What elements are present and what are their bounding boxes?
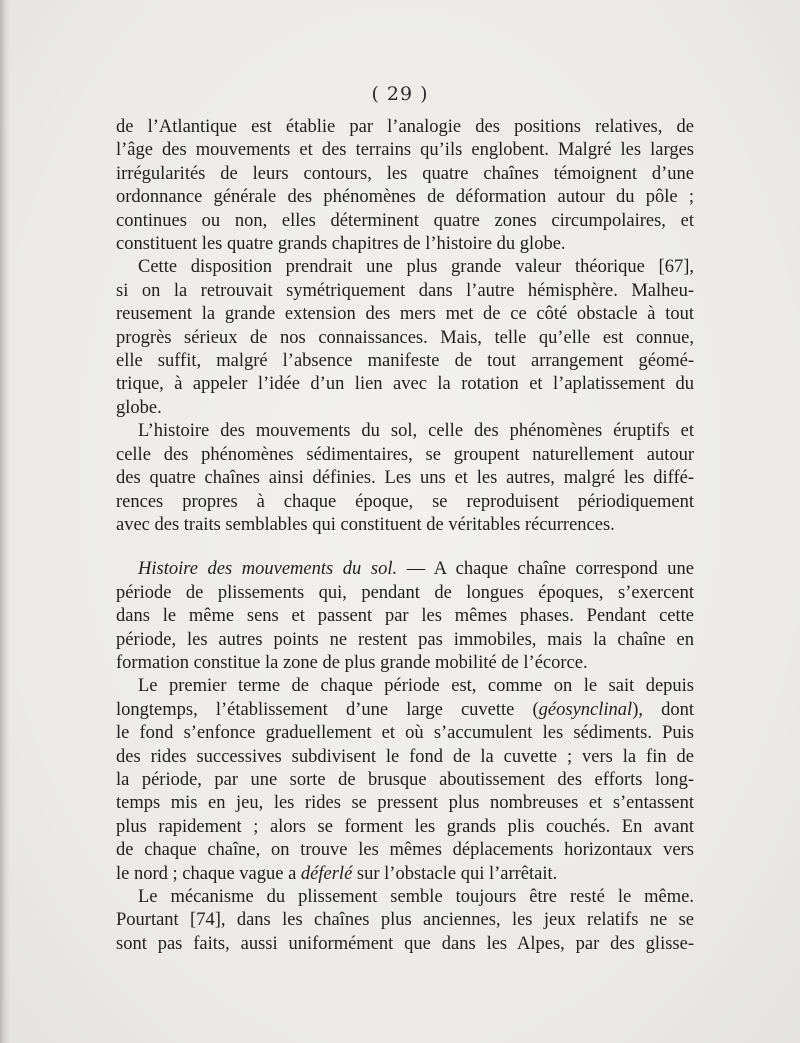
paragraph-5 <box>116 675 694 886</box>
text-line: si on la retrouvait symétriquement dans l’autre hémisphère. Malheu- <box>116 280 694 301</box>
text-line: avec des traits semblables qui constituent de véritables récurrences. <box>116 514 615 535</box>
text-line: formation constitue la zone de plus grande mobilité de l’écorce. <box>116 652 588 673</box>
text-line: le fond s’enfonce graduellement et où s’accumulent les sédiments. Puis <box>116 723 694 744</box>
text-line: elle suffit, malgré l’absence manifeste de tout arrangement géomé- <box>116 351 694 372</box>
text-line: sont pas faits, aussi uniformément que dans les Alpes, par des glisse- <box>116 933 694 954</box>
text-line: Cette disposition prendrait une plus grande valeur théorique [67], <box>138 257 694 278</box>
text-run: longtemps, l’établissement d’une large cuvette ( <box>116 699 539 720</box>
text-run: le nord ; chaque vague a <box>116 863 301 884</box>
text-line: des quatre chaînes ainsi définies. Les uns et les autres, malgré les diffé- <box>116 468 694 489</box>
text-line: globe. <box>116 397 162 418</box>
text-line: progrès sérieux de nos connaissances. Mais, telle qu’elle est connue, <box>116 327 694 348</box>
paragraph-1 <box>116 116 694 256</box>
text-line: dans le même sens et passent par les mêmes phases. Pendant cette <box>116 606 694 627</box>
text-run: ), dont <box>632 699 694 720</box>
text-line: continues ou non, elles déterminent quatre zones circumpolaires, et <box>116 210 694 231</box>
text-run: sur l’obstacle qui l’arrêtait. <box>352 863 558 884</box>
text-line: constituent les quatre grands chapitres de l’histoire du globe. <box>116 234 566 255</box>
text-line: Pourtant [74], dans les chaînes plus anciennes, les jeux relatifs ne se <box>116 910 694 931</box>
paragraph-3 <box>116 420 694 537</box>
text-line: Le premier terme de chaque période est, comme on le sait depuis <box>138 676 694 697</box>
text-line: des rides successives subdivisent le fond de la cuvette ; vers la fin de <box>116 746 694 767</box>
text-line: ordonnance générale des phénomènes de déformation autour du pôle ; <box>116 187 694 208</box>
text-line: reusement la grande extension des mers met de ce côté obstacle à tout <box>116 304 694 325</box>
text-line <box>116 558 694 581</box>
text-line <box>116 863 694 886</box>
text-line: irrégularités de leurs contours, les quatre chaînes témoignent d’une <box>116 163 694 184</box>
italic-term: géosynclinal <box>538 699 633 720</box>
paragraph-6 <box>116 886 694 956</box>
text-line: temps mis en jeu, les rides se pressent plus nombreuses et s’entassent <box>116 793 694 814</box>
text-line <box>116 699 694 722</box>
text-line: Le mécanisme du plissement semble toujours être resté le même. <box>138 887 694 907</box>
text-line: période, les autres points ne restent pas immobiles, mais la chaîne en <box>116 629 694 650</box>
text-line: l’âge des mouvements et des terrains qu’ils englobent. Malgré les larges <box>116 140 694 161</box>
section-heading: Histoire des mouvements du sol. <box>138 559 398 580</box>
heading-continuation: — A chaque chaîne correspond une <box>397 559 694 580</box>
page-body <box>116 116 694 956</box>
text-line: de l’Atlantique est établie par l’analogie des positions relatives, de <box>116 117 694 137</box>
page-edge-shadow <box>0 0 10 1043</box>
italic-term: déferlé <box>300 863 353 884</box>
text-line: L’histoire des mouvements du sol, celle des phénomènes éruptifs et <box>138 421 694 442</box>
paragraph-2 <box>116 256 694 420</box>
text-line: rences propres à chaque époque, se reproduisent périodiquement <box>116 491 694 512</box>
text-line: plus rapidement ; alors se forment les grands plis couchés. En avant <box>116 816 694 837</box>
text-line: trique, à appeler l’idée d’un lien avec la rotation et l’aplatissement du <box>116 374 694 395</box>
paragraph-4 <box>116 558 694 675</box>
section-gap <box>116 537 694 558</box>
text-line: de chaque chaîne, on trouve les mêmes déplacements horizontaux vers <box>116 840 694 861</box>
text-line: période de plissements qui, pendant de longues époques, s’exercent <box>116 582 694 603</box>
page-number: ( 29 ) <box>371 83 429 105</box>
text-line: celle des phénomènes sédimentaires, se groupent naturellement autour <box>116 444 694 465</box>
text-line: la période, par une sorte de brusque aboutissement des efforts long- <box>116 769 694 790</box>
